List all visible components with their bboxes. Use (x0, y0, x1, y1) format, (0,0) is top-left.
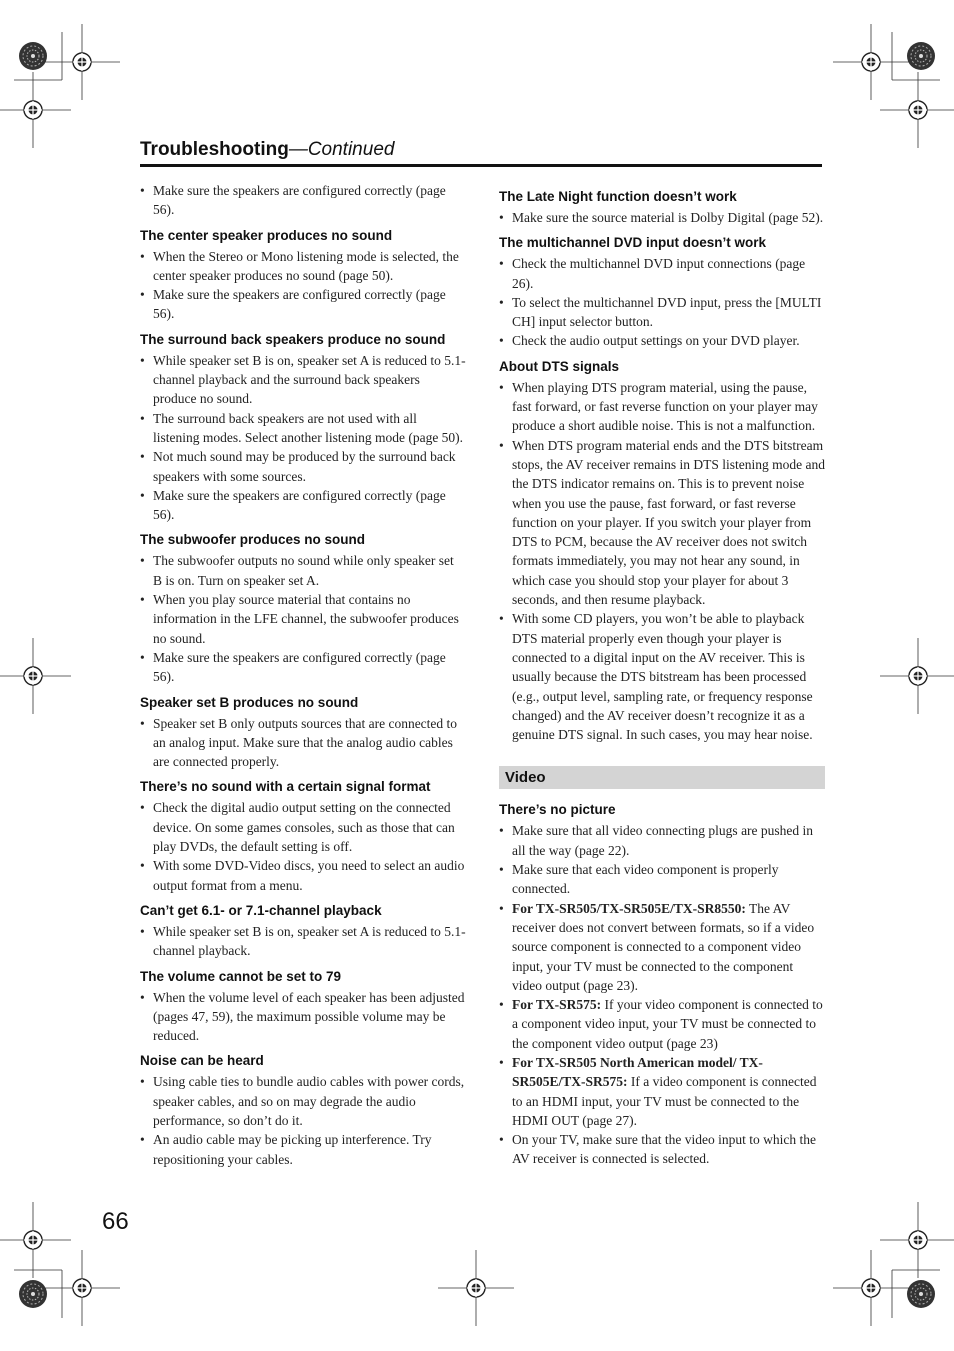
bullet-text: When the Stereo or Mono listening mode is selected, the center speaker produces no sound (page 50). (153, 248, 459, 283)
bullet-text: On your TV, make sure that the video input to which the AV receiver is connected is selected. (512, 1132, 816, 1167)
bullet-item (499, 609, 825, 744)
bullet-text: Check the digital audio output setting on the connected device. On some games consoles, such as those that can play DVDs, the default setting is off. (153, 800, 455, 855)
bullet-list (140, 988, 466, 1046)
bullet-item (499, 899, 825, 995)
bullet-list (140, 351, 466, 525)
bullet-item (499, 860, 825, 899)
section-heading-video: Video (499, 766, 825, 789)
bullet-item (140, 181, 466, 220)
bullet-text: Using cable ties to bundle audio cables with power cords, speaker cables, and so on may degrade the audio performance, so don’t do it. (153, 1074, 465, 1128)
bullet-text: Make sure the source material is Dolby Digital (page 52). (512, 210, 824, 225)
bullet-text: When the volume level of each speaker has been adjusted (pages 47, 59), the maximum possible volume may be reduced. (153, 989, 465, 1044)
bullet-text: While speaker set B is on, speaker set A is reduced to 5.1-channel playback. (153, 923, 466, 959)
bullet-text: If your video component is connected to a component video input, your TV must be connected to the component video output (page 23) (512, 997, 823, 1051)
bullet-text: Make sure that all video connecting plugs are pushed in all the way (page 22). (512, 823, 814, 858)
bullet-text: Make sure the speakers are configured correctly (page 56). (153, 649, 446, 685)
bullet-item (140, 1130, 466, 1169)
bullet-item (499, 331, 825, 350)
bullet-text: When playing DTS program material, using the pause, fast forward, or fast reverse function on your player may produce a short audible noise. This is not a malfunction. (512, 379, 818, 434)
bullet-text: When DTS program material ends and the DTS bitstream stops, the AV receiver remains in DTS listening mode and the DTS indicator remains on. This is to prevent noise when you use the pause, fast forward, or fast reverse function on your player. If you switch your player from DTS to PCM, because the AV receiver does not switch formats immediately, you may not hear any sound, in which case you should stop your player for about 3 seconds, and then resume playback. (512, 437, 825, 608)
heading-the-late-night-function-doesnt-work: The Late Night function doesn’t work (499, 189, 737, 204)
page-title-continued: —Continued (288, 139, 395, 160)
bullet-lead: For TX-SR505/TX-SR505E/TX-SR8550: (512, 900, 746, 916)
bullet-item (499, 254, 825, 293)
bullet-item (140, 285, 466, 324)
bullet-list (140, 922, 466, 961)
bullet-text: While speaker set B is on, speaker set A is reduced to 5.1-channel playback and the surround back speakers produce no sound. (153, 352, 466, 407)
bullet-item (140, 648, 466, 687)
page-title-main: Troubleshooting (140, 139, 289, 160)
bullet-text: The AV receiver does not convert between formats, so if a video source component is connected to a component video input, your TV must be connected to the component video output (page 23). (512, 900, 815, 993)
bullet-item (140, 590, 466, 648)
bullet-text: To select the multichannel DVD input, press the [MULTI CH] input selector button. (512, 294, 822, 330)
heading-about-dts-signals: About DTS signals (499, 358, 620, 374)
bullet-item (140, 551, 466, 590)
bullet-list (140, 1072, 466, 1168)
bullet-text: Speaker set B only outputs sources that are connected to an analog input. Make sure that the analog audio cables are connected properly. (153, 715, 458, 770)
bullet-list (140, 798, 466, 894)
bullet-text: Not much sound may be produced by the surround back speakers with some sources. (153, 449, 456, 484)
bullet-text: With some DVD-Video discs, you need to select an audio output format from a menu. (153, 858, 465, 893)
bullet-item (140, 486, 466, 525)
bullet-list (499, 254, 825, 350)
page-header (140, 138, 822, 167)
bullet-item (140, 714, 466, 772)
right-column (499, 181, 825, 1169)
corner-marks-top-left (0, 24, 120, 148)
heading-cant-get-6-1-or-7-1-channel-playback: Can’t get 6.1- or 7.1-channel playback (140, 902, 382, 918)
bullet-text: Make sure the speakers are configured correctly (page 56). (153, 287, 446, 322)
bullet-item (499, 208, 825, 227)
bottom-center-mark (438, 1250, 514, 1326)
bullet-text: With some CD players, you won’t be able to playback DTS material properly even though your player is connected to a digital input on the AV receiver. This is usually because the DTS bitstream has been processed (e.g., output level, sampling rate, or frequency response changed) and the AV receiver doesn’t recognize it as a genuine DTS signal. In such cases, you may hear noise. (512, 611, 813, 743)
bullet-item (499, 995, 825, 1053)
bullet-text: Check the audio output settings on your DVD player. (512, 333, 800, 349)
bullet-item (499, 378, 825, 436)
heading-the-subwoofer-produces-no-sound: The subwoofer produces no sound (140, 532, 366, 548)
bullet-list (140, 551, 466, 686)
heading-the-surround-back-speakers-produce-no-sound: The surround back speakers produce no sound (140, 331, 446, 347)
bullet-text: Make sure the speakers are configured correctly (page 56). (153, 487, 446, 523)
bullet-item (499, 436, 825, 610)
bullet-text: If a video component is connected to an HDMI input, your TV must be connected to the HDMI OUT (page 27). (512, 1074, 817, 1128)
heading-theres-no-picture: There’s no picture (499, 802, 616, 818)
bullet-text: Check the multichannel DVD input connections (page 26). (512, 256, 806, 291)
bullet-item (140, 409, 466, 448)
bullet-item (140, 247, 466, 286)
heading-speaker-set-b-produces-no-sound: Speaker set B produces no sound (140, 694, 359, 710)
corner-marks-bottom-right (833, 1202, 954, 1326)
bullet-item (499, 293, 825, 332)
heading-the-multichannel-dvd-input-doesnt-work: The multichannel DVD input doesn’t work (499, 235, 767, 251)
bullet-text: An audio cable may be picking up interference. Try repositioning your cables. (153, 1132, 432, 1167)
heading-the-center-speaker-produces-no-sound: The center speaker produces no sound (140, 227, 393, 243)
bullet-list (499, 821, 825, 1168)
heading-theres-no-sound-with-a-certain-signal-format: There’s no sound with a certain signal format (140, 779, 431, 795)
bullet-list (140, 714, 466, 772)
bullet-text: Make sure the speakers are configured correctly (page 56). (153, 183, 446, 218)
bullet-item (140, 447, 466, 486)
bullet-item (499, 821, 825, 860)
bullet-lead: For TX-SR505 North American model/ TX-SR505E/TX-SR575: (512, 1054, 763, 1090)
bullet-text: The subwoofer outputs no sound while only speaker set B is on. Turn on speaker set A. (153, 553, 454, 588)
bullet-list (499, 208, 825, 227)
left-column (140, 181, 466, 1169)
bullet-item (499, 1053, 825, 1130)
bullet-item (140, 351, 466, 409)
heading-noise-can-be-heard: Noise can be heard (140, 1053, 264, 1069)
corner-marks-top-right (833, 24, 954, 148)
bullet-list (140, 181, 466, 220)
bullet-list (140, 247, 466, 324)
page-number: 66 (102, 1208, 129, 1235)
bullet-text: The surround back speakers are not used with all listening modes. Select another listening mode (page 50). (153, 410, 464, 445)
page-title (140, 138, 822, 162)
bullet-item (140, 922, 466, 961)
bullet-item (499, 1130, 825, 1169)
bullet-item (140, 1072, 466, 1130)
bullet-item (140, 856, 466, 895)
heading-the-volume-cannot-be-set-to-79: The volume cannot be set to 79 (140, 968, 342, 984)
bullet-item (140, 988, 466, 1046)
bullet-list (499, 378, 825, 745)
bullet-lead: For TX-SR575: (512, 997, 602, 1013)
bullet-item (140, 798, 466, 856)
bullet-text: When you play source material that contains no information in the LFE channel, the subwoofer produces no sound. (153, 592, 459, 646)
bullet-text: Make sure that each video component is properly connected. (512, 862, 779, 897)
